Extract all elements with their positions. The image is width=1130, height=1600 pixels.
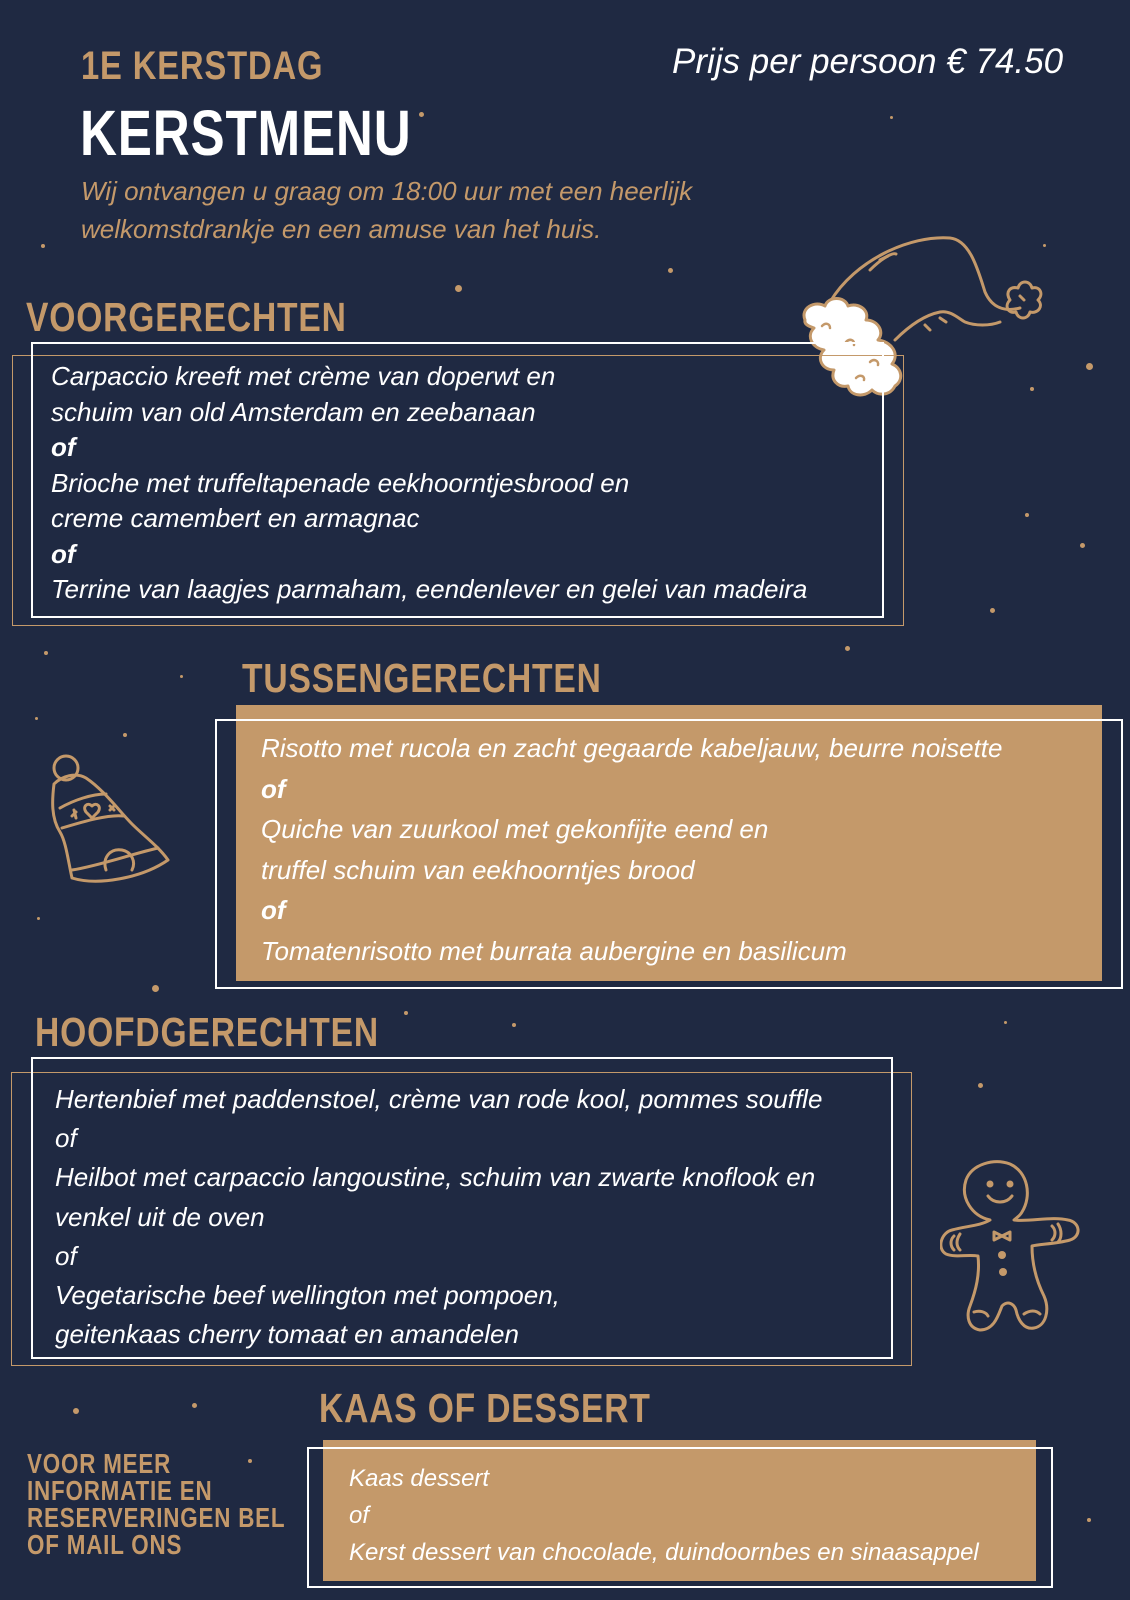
contact-info-line: RESERVERINGEN BEL [27,1502,286,1533]
list-item-separator: of [51,432,76,462]
list-item-separator: of [349,1502,370,1529]
list-item-separator: of [55,1240,77,1271]
intro-line-2: welkomstdrankje en een amuse van het huis. [81,214,602,244]
tussengerechten-heading: TUSSENGERECHTEN [242,655,602,701]
list-item: Vegetarische beef wellington met pompoen, [55,1280,560,1311]
list-item: Kerst dessert van chocolade, duindoornbes en sinaasappel [349,1539,979,1566]
list-item-separator: of [51,538,76,569]
list-item-separator: of [261,773,286,804]
hoofdgerechten-heading: HOOFDGERECHTEN [35,1009,379,1055]
list-item: geitenkaas cherry tomaat en amandelen [55,1319,519,1350]
list-item: truffel schuim van eekhoorntjes brood [261,854,695,885]
bell-icon [46,750,176,910]
dessert-heading: KAAS OF DESSERT [319,1385,651,1431]
list-item: Tomatenrisotto met burrata aubergine en basilicum [261,935,847,966]
contact-info-line: OF MAIL ONS [27,1529,183,1560]
list-item: schuim van old Amsterdam en zeebanaan [51,396,536,427]
intro-line-1: Wij ontvangen u graag om 18:00 uur met een heerlijk [81,176,693,206]
dessert-list [349,1460,979,1571]
list-item: Hertenbief met paddenstoel, crème van rode kool, pommes souffle [55,1084,823,1114]
list-item: Risotto met rucola en zacht gegaarde kabeljauw, beurre noisette [261,733,1003,763]
list-item: Brioche met truffeltapenade eekhoorntjesbrood en [51,467,630,498]
list-item: Heilbot met carpaccio langoustine, schuim van zwarte knoflook en [55,1162,816,1193]
voorgerechten-heading: VOORGERECHTEN [26,294,347,340]
list-item: Terrine van laagjes parmaham, eendenlever en gelei van madeira [51,574,808,604]
list-item: venkel uit de oven [55,1201,265,1232]
tussengerechten-list [261,728,1002,972]
list-item: creme camembert en armagnac [51,503,420,533]
list-item: Kaas dessert [349,1465,490,1492]
hoofdgerechten-list [55,1080,822,1354]
list-item: Carpaccio kreeft met crème van doperwt en [51,361,556,391]
list-item-separator: of [261,895,286,926]
price-per-person: Prijs per persoon € 74.50 [672,42,1064,81]
event-day: 1E KERSTDAG [81,44,324,88]
list-item-separator: of [55,1123,77,1154]
contact-info-line: VOOR MEER [27,1448,172,1479]
gingerbread-man-icon [940,1160,1090,1345]
contact-info-line: INFORMATIE EN [27,1475,213,1506]
contact-info [27,1450,350,1558]
menu-title: KERSTMENU [80,97,412,169]
list-item: Quiche van zuurkool met gekonfijte eend en [261,814,769,845]
voorgerechten-list [51,359,807,608]
